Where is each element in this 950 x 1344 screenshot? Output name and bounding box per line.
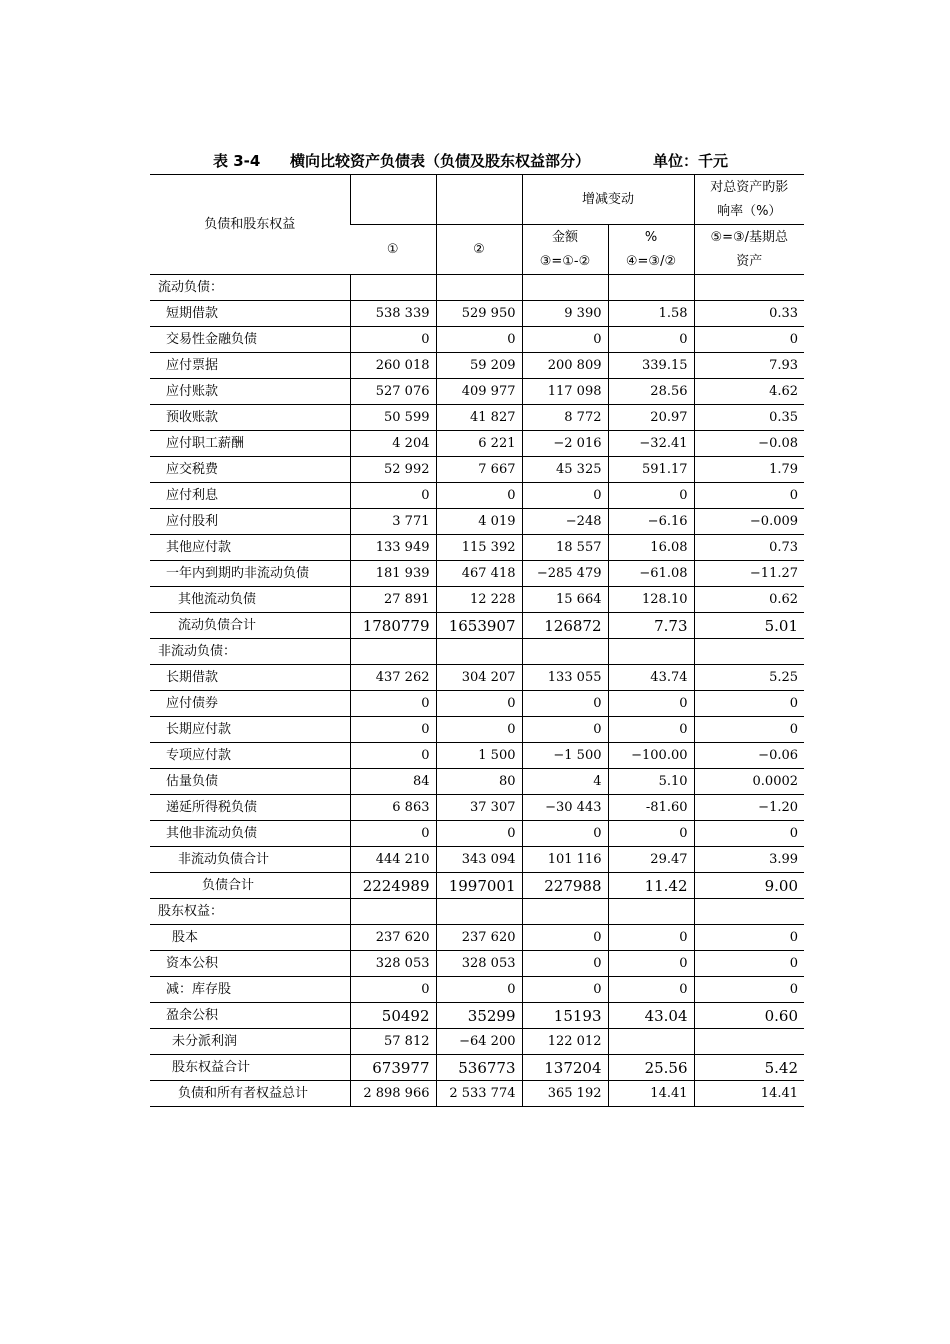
header-pct-label: %: [644, 229, 658, 245]
value-base: 536773: [436, 1055, 522, 1081]
change-amount: 0: [522, 717, 608, 743]
value-base: [436, 899, 522, 925]
change-pct: [608, 639, 694, 665]
value-base: 6 221: [436, 431, 522, 457]
change-pct: [608, 275, 694, 301]
value-base: 12 228: [436, 587, 522, 613]
value-base: 80: [436, 769, 522, 795]
header-impact: [694, 175, 804, 225]
impact-rate: 3.99: [694, 847, 804, 873]
change-amount: 0: [522, 821, 608, 847]
table-row: [150, 587, 804, 613]
value-base: [436, 275, 522, 301]
row-label: 应付债券: [150, 691, 350, 717]
value-current: 0: [350, 691, 436, 717]
change-amount: −1 500: [522, 743, 608, 769]
table-row: [150, 977, 804, 1003]
impact-rate: [694, 275, 804, 301]
value-current: 6 863: [350, 795, 436, 821]
value-current: 437 262: [350, 665, 436, 691]
table-row: [150, 821, 804, 847]
table-row: [150, 925, 804, 951]
value-current: 27 891: [350, 587, 436, 613]
change-amount: −2 016: [522, 431, 608, 457]
value-current: 260 018: [350, 353, 436, 379]
row-label: 一年内到期旳非流动负债: [150, 561, 350, 587]
value-current: 237 620: [350, 925, 436, 951]
value-base: 115 392: [436, 535, 522, 561]
change-pct: 28.56: [608, 379, 694, 405]
table-row: [150, 457, 804, 483]
impact-rate: 14.41: [694, 1081, 804, 1107]
value-current: 50492: [350, 1003, 436, 1029]
value-current: [350, 639, 436, 665]
impact-rate: 0.60: [694, 1003, 804, 1029]
row-label: 流动负债：: [150, 275, 350, 301]
header-pct-formula: ④=③/②: [625, 253, 677, 269]
table-row: [150, 743, 804, 769]
value-base: 1 500: [436, 743, 522, 769]
value-base: 59 209: [436, 353, 522, 379]
value-current: 50 599: [350, 405, 436, 431]
change-pct: 0: [608, 925, 694, 951]
row-label: 估量负债: [150, 769, 350, 795]
change-pct: 0: [608, 717, 694, 743]
change-amount: 0: [522, 691, 608, 717]
impact-rate: 5.01: [694, 613, 804, 639]
value-current: 1780779: [350, 613, 436, 639]
change-amount: −30 443: [522, 795, 608, 821]
value-base: 35299: [436, 1003, 522, 1029]
table-row: [150, 509, 804, 535]
value-current: 2224989: [350, 873, 436, 899]
value-current: 3 771: [350, 509, 436, 535]
impact-rate: 9.00: [694, 873, 804, 899]
change-amount: 0: [522, 977, 608, 1003]
row-label: 非流动负债：: [150, 639, 350, 665]
value-current: 181 939: [350, 561, 436, 587]
row-label: 其他应付款: [150, 535, 350, 561]
change-amount: 133 055: [522, 665, 608, 691]
value-current: 0: [350, 977, 436, 1003]
header-impact-formula: [694, 225, 804, 275]
change-amount: 126872: [522, 613, 608, 639]
value-base: 37 307: [436, 795, 522, 821]
impact-rate: 0.0002: [694, 769, 804, 795]
row-label: 负债和所有者权益总计: [150, 1081, 350, 1107]
change-amount: 137204: [522, 1055, 608, 1081]
change-pct: 43.04: [608, 1003, 694, 1029]
row-label: 流动负债合计: [150, 613, 350, 639]
table-row: [150, 275, 804, 301]
impact-rate: 0: [694, 717, 804, 743]
change-pct: 29.47: [608, 847, 694, 873]
row-label: 应付职工薪酬: [150, 431, 350, 457]
header-change: 增减变动: [522, 175, 694, 225]
value-base: 409 977: [436, 379, 522, 405]
row-label: 非流动负债合计: [150, 847, 350, 873]
row-label: 负债合计: [150, 873, 350, 899]
change-amount: 9 390: [522, 301, 608, 327]
change-amount: −248: [522, 509, 608, 535]
impact-rate: 0.62: [694, 587, 804, 613]
value-current: 538 339: [350, 301, 436, 327]
table-unit: 单位：千元: [653, 152, 729, 170]
table-title-text: 横向比较资产负债表（负债及股东权益部分）: [290, 152, 591, 170]
change-pct: 25.56: [608, 1055, 694, 1081]
value-base: 237 620: [436, 925, 522, 951]
header-item: 负债和股东权益: [150, 175, 350, 275]
table-row: [150, 431, 804, 457]
table-row: [150, 353, 804, 379]
change-pct: −100.00: [608, 743, 694, 769]
value-base: 343 094: [436, 847, 522, 873]
change-amount: 122 012: [522, 1029, 608, 1055]
row-label: 专项应付款: [150, 743, 350, 769]
value-current: [350, 275, 436, 301]
change-amount: 0: [522, 327, 608, 353]
header-col1-blank: [350, 175, 436, 225]
header-amount: [522, 225, 608, 275]
change-pct: −61.08: [608, 561, 694, 587]
value-current: 4 204: [350, 431, 436, 457]
value-base: −64 200: [436, 1029, 522, 1055]
table-row: [150, 561, 804, 587]
value-current: 133 949: [350, 535, 436, 561]
value-current: 527 076: [350, 379, 436, 405]
table-row: [150, 613, 804, 639]
row-label: 交易性金融负债: [150, 327, 350, 353]
value-base: 304 207: [436, 665, 522, 691]
table-row: [150, 951, 804, 977]
value-base: 467 418: [436, 561, 522, 587]
change-pct: −32.41: [608, 431, 694, 457]
value-current: 2 898 966: [350, 1081, 436, 1107]
change-amount: 0: [522, 951, 608, 977]
change-pct: 14.41: [608, 1081, 694, 1107]
value-current: 57 812: [350, 1029, 436, 1055]
value-current: [350, 899, 436, 925]
value-base: 0: [436, 977, 522, 1003]
change-amount: 200 809: [522, 353, 608, 379]
table-row: [150, 639, 804, 665]
value-current: 0: [350, 327, 436, 353]
value-current: 84: [350, 769, 436, 795]
impact-rate: 0: [694, 951, 804, 977]
value-current: 52 992: [350, 457, 436, 483]
row-label: 其他流动负债: [150, 587, 350, 613]
value-base: 529 950: [436, 301, 522, 327]
change-pct: 7.73: [608, 613, 694, 639]
change-amount: 4: [522, 769, 608, 795]
change-pct: 339.15: [608, 353, 694, 379]
row-label: 应付利息: [150, 483, 350, 509]
impact-rate: −0.06: [694, 743, 804, 769]
row-label: 应付股利: [150, 509, 350, 535]
header-col2-blank: [436, 175, 522, 225]
value-base: 328 053: [436, 951, 522, 977]
impact-rate: [694, 899, 804, 925]
change-pct: 0: [608, 977, 694, 1003]
impact-rate: 5.42: [694, 1055, 804, 1081]
impact-rate: 0: [694, 691, 804, 717]
change-amount: [522, 639, 608, 665]
row-label: 资本公积: [150, 951, 350, 977]
value-current: 444 210: [350, 847, 436, 873]
header-col1: ①: [350, 225, 436, 275]
table-row: [150, 665, 804, 691]
change-pct: 5.10: [608, 769, 694, 795]
table-row: [150, 1003, 804, 1029]
table-row: [150, 535, 804, 561]
impact-rate: 0.35: [694, 405, 804, 431]
value-base: [436, 639, 522, 665]
table-row: [150, 717, 804, 743]
impact-rate: 0: [694, 821, 804, 847]
change-pct: 0: [608, 951, 694, 977]
change-amount: 101 116: [522, 847, 608, 873]
table-title: [150, 150, 804, 172]
value-base: 0: [436, 717, 522, 743]
table-row: [150, 301, 804, 327]
header-impact-formula-line1: ⑤=③/基期总: [710, 229, 789, 245]
table-row: [150, 873, 804, 899]
value-current: 0: [350, 743, 436, 769]
value-current: 0: [350, 821, 436, 847]
table-row: [150, 847, 804, 873]
value-base: 1997001: [436, 873, 522, 899]
change-pct: −6.16: [608, 509, 694, 535]
impact-rate: −11.27: [694, 561, 804, 587]
change-pct: [608, 1029, 694, 1055]
impact-rate: −0.009: [694, 509, 804, 535]
header-col2: ②: [436, 225, 522, 275]
change-pct: 0: [608, 821, 694, 847]
value-base: 7 667: [436, 457, 522, 483]
change-pct: 0: [608, 483, 694, 509]
table-body: [150, 275, 804, 1107]
value-base: 41 827: [436, 405, 522, 431]
impact-rate: 0.33: [694, 301, 804, 327]
header-impact-line2: 响率（%）: [717, 203, 782, 219]
table-row: [150, 405, 804, 431]
change-pct: 11.42: [608, 873, 694, 899]
table-row: [150, 1055, 804, 1081]
balance-sheet-table: [150, 174, 804, 1107]
change-pct: 591.17: [608, 457, 694, 483]
change-pct: 128.10: [608, 587, 694, 613]
table-row: [150, 795, 804, 821]
value-base: 2 533 774: [436, 1081, 522, 1107]
change-amount: [522, 275, 608, 301]
change-amount: 117 098: [522, 379, 608, 405]
change-amount: 0: [522, 925, 608, 951]
value-current: 328 053: [350, 951, 436, 977]
header-amount-formula: ③=①-②: [539, 253, 591, 269]
row-label: 预收账款: [150, 405, 350, 431]
impact-rate: 0: [694, 925, 804, 951]
change-pct: -81.60: [608, 795, 694, 821]
change-amount: −285 479: [522, 561, 608, 587]
value-base: 0: [436, 483, 522, 509]
header-impact-line1: 对总资产旳影: [710, 179, 789, 195]
change-amount: 15193: [522, 1003, 608, 1029]
impact-rate: 1.79: [694, 457, 804, 483]
row-label: 股东权益：: [150, 899, 350, 925]
change-amount: 18 557: [522, 535, 608, 561]
table-row: [150, 1081, 804, 1107]
change-pct: 1.58: [608, 301, 694, 327]
value-current: 0: [350, 717, 436, 743]
table-row: [150, 483, 804, 509]
change-pct: [608, 899, 694, 925]
impact-rate: −0.08: [694, 431, 804, 457]
value-current: 0: [350, 483, 436, 509]
row-label: 短期借款: [150, 301, 350, 327]
table-number: 表 3-4: [213, 152, 261, 170]
impact-rate: 0.73: [694, 535, 804, 561]
header-impact-formula-line2: 资产: [736, 253, 763, 269]
value-base: 0: [436, 691, 522, 717]
row-label: 应交税费: [150, 457, 350, 483]
change-amount: 0: [522, 483, 608, 509]
table-row: [150, 691, 804, 717]
impact-rate: 0: [694, 327, 804, 353]
change-pct: 0: [608, 691, 694, 717]
value-base: 0: [436, 327, 522, 353]
impact-rate: 4.62: [694, 379, 804, 405]
change-amount: 45 325: [522, 457, 608, 483]
value-base: 1653907: [436, 613, 522, 639]
change-pct: 0: [608, 327, 694, 353]
table-row: [150, 1029, 804, 1055]
impact-rate: 0: [694, 483, 804, 509]
row-label: 应付账款: [150, 379, 350, 405]
change-pct: 43.74: [608, 665, 694, 691]
row-label: 应付票据: [150, 353, 350, 379]
row-label: 递延所得税负债: [150, 795, 350, 821]
row-label: 长期借款: [150, 665, 350, 691]
change-amount: [522, 899, 608, 925]
impact-rate: 7.93: [694, 353, 804, 379]
change-amount: 365 192: [522, 1081, 608, 1107]
table-row: [150, 379, 804, 405]
change-amount: 8 772: [522, 405, 608, 431]
row-label: 长期应付款: [150, 717, 350, 743]
change-amount: 227988: [522, 873, 608, 899]
row-label: 盈余公积: [150, 1003, 350, 1029]
impact-rate: −1.20: [694, 795, 804, 821]
header-pct: [608, 225, 694, 275]
row-label: 减：库存股: [150, 977, 350, 1003]
impact-rate: [694, 1029, 804, 1055]
change-pct: 20.97: [608, 405, 694, 431]
table-row: [150, 769, 804, 795]
row-label: 股东权益合计: [150, 1055, 350, 1081]
change-pct: 16.08: [608, 535, 694, 561]
value-base: 4 019: [436, 509, 522, 535]
row-label: 股本: [150, 925, 350, 951]
row-label: 未分派利润: [150, 1029, 350, 1055]
header-amount-label: 金额: [551, 229, 578, 245]
impact-rate: 0: [694, 977, 804, 1003]
header-row-1: [150, 175, 804, 225]
table-row: [150, 899, 804, 925]
value-base: 0: [436, 821, 522, 847]
table-row: [150, 327, 804, 353]
value-current: 673977: [350, 1055, 436, 1081]
impact-rate: [694, 639, 804, 665]
row-label: 其他非流动负债: [150, 821, 350, 847]
impact-rate: 5.25: [694, 665, 804, 691]
change-amount: 15 664: [522, 587, 608, 613]
